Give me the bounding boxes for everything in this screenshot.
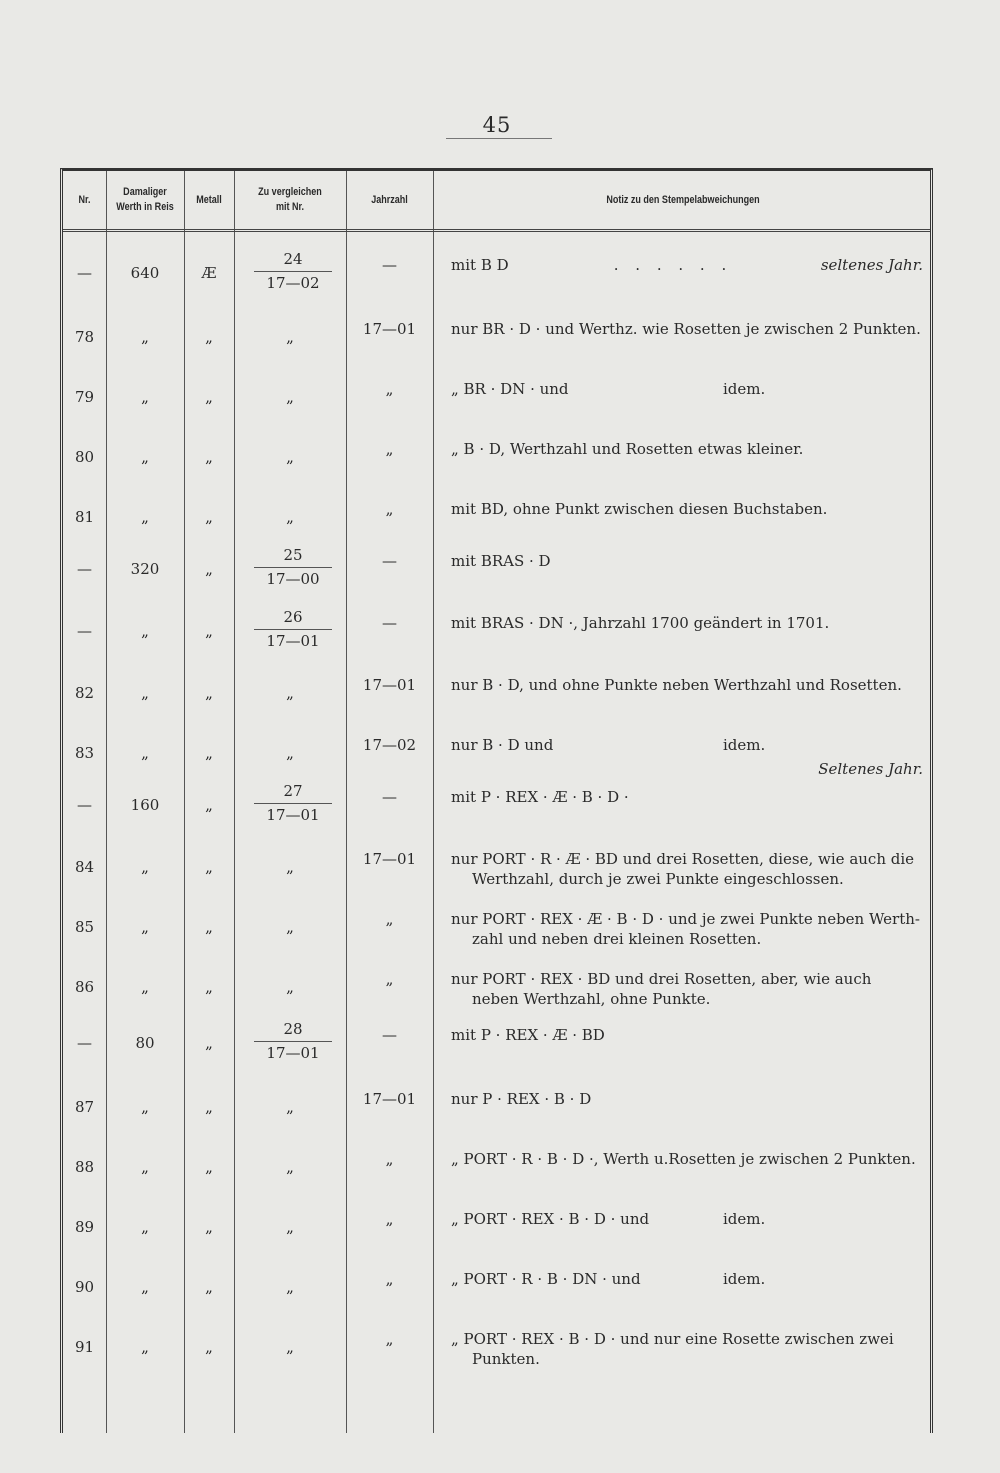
cell-vergleichen: [254, 607, 332, 651]
cell-vergleichen-number: 27: [283, 782, 303, 800]
cell-nr: 86: [74, 978, 95, 996]
cell-metall: „: [205, 684, 213, 702]
header-notiz: Notiz zu den Stempelabweichungen: [606, 193, 760, 206]
table-row: [63, 250, 930, 309]
note-line: nur PORT · R · Æ · BD und drei Rosetten, diese, wie auch die: [451, 850, 915, 868]
cell-metall: „: [205, 622, 213, 640]
cell-jahrzahl: 17—01: [362, 676, 417, 694]
cell-nr: 87: [74, 1098, 95, 1116]
cell-notiz: [451, 969, 931, 1009]
cell-metall: „: [205, 328, 213, 346]
cell-notiz: [451, 1089, 931, 1109]
cell-notiz: [451, 787, 931, 807]
cell-werth: 320: [130, 560, 160, 578]
cell-werth: „: [141, 328, 149, 346]
note-line: nur B · D, und ohne Punkte neben Werthzahl und Rosetten.: [451, 676, 902, 694]
cell-vergleichen: „: [286, 744, 294, 762]
note-line: Punkten.: [472, 1350, 540, 1368]
cell-vergleichen: „: [286, 1158, 294, 1176]
cell-metall: „: [205, 796, 213, 814]
cell-vergleichen: „: [286, 448, 294, 466]
cell-metall: „: [205, 1158, 213, 1176]
cell-vergleichen-date: 17—01: [254, 1041, 332, 1063]
cell-nr: 88: [74, 1158, 95, 1176]
cell-werth: „: [141, 622, 149, 640]
cell-jahrzahl: „: [385, 910, 394, 928]
cell-notiz: [451, 909, 931, 949]
cell-werth: „: [141, 508, 149, 526]
cell-werth: „: [141, 978, 149, 996]
note-line: „ B · D, Werthzahl und Rosetten etwas kleiner.: [451, 440, 804, 458]
cell-notiz-remark: Seltenes Jahr.: [818, 760, 923, 778]
cell-vergleichen: „: [286, 858, 294, 876]
cell-nr: 89: [74, 1218, 95, 1236]
note-line: „ PORT · REX · B · D · und nur eine Rosette zwischen zwei: [451, 1330, 894, 1348]
cell-werth: „: [141, 1338, 149, 1356]
cell-nr: —: [77, 622, 92, 640]
table-row: [63, 847, 930, 903]
cell-vergleichen: „: [286, 388, 294, 406]
cell-nr: 84: [74, 858, 95, 876]
cell-notiz: [451, 551, 931, 571]
cell-metall: „: [205, 1218, 213, 1236]
note-line: zahl und neben drei kleinen Rosetten.: [472, 930, 762, 948]
cell-vergleichen: „: [286, 328, 294, 346]
note-line: „ PORT · R · B · DN · und: [451, 1270, 641, 1288]
cell-metall: „: [205, 388, 213, 406]
cell-metall: „: [205, 1034, 213, 1052]
cell-werth: 80: [135, 1034, 155, 1052]
cell-notiz-remark: seltenes Jahr.: [820, 256, 923, 274]
cell-jahrzahl: 17—02: [362, 736, 417, 754]
cell-vergleichen: [254, 249, 332, 293]
cell-notiz: [451, 613, 931, 633]
cell-werth: „: [141, 1158, 149, 1176]
cell-werth: „: [141, 1278, 149, 1296]
table-row: [63, 437, 930, 493]
cell-notiz-dots: . . . . . .: [613, 256, 733, 274]
cell-vergleichen-date: 17—01: [254, 803, 332, 825]
cell-nr: 85: [74, 918, 95, 936]
cell-vergleichen: „: [286, 1098, 294, 1116]
table-row: [63, 733, 930, 789]
cell-jahrzahl: —: [382, 614, 397, 632]
cell-notiz: [451, 1025, 931, 1045]
cell-nr: —: [77, 264, 92, 282]
cell-jahrzahl: „: [385, 970, 394, 988]
table-row: [63, 1327, 930, 1383]
cell-nr: 81: [74, 508, 95, 526]
cell-notiz: [451, 439, 931, 459]
cell-vergleichen: [254, 1019, 332, 1063]
cell-notiz: [451, 319, 931, 339]
cell-nr: —: [77, 560, 92, 578]
cell-metall: „: [205, 858, 213, 876]
note-line: mit P · REX · Æ · B · D ·: [451, 788, 629, 806]
note-line: mit BRAS · D: [451, 552, 551, 570]
cell-vergleichen: „: [286, 978, 294, 996]
cell-vergleichen-date: 17—00: [254, 567, 332, 589]
cell-vergleichen: „: [286, 508, 294, 526]
cell-nr: 79: [74, 388, 95, 406]
cell-notiz: [451, 379, 931, 399]
cell-nr: 90: [74, 1278, 95, 1296]
cell-notiz: [451, 735, 931, 755]
note-line: nur P · REX · B · D: [451, 1090, 592, 1108]
cell-metall: „: [205, 448, 213, 466]
cell-vergleichen-date: 17—02: [254, 271, 332, 293]
cell-metall: „: [205, 1098, 213, 1116]
table-row: [63, 782, 930, 841]
cell-vergleichen: „: [286, 1218, 294, 1236]
coin-table: [60, 168, 933, 1433]
table-row: [63, 317, 930, 373]
note-line: nur B · D und: [451, 736, 554, 754]
table-row: [63, 1267, 930, 1323]
table-row: [63, 967, 930, 1023]
cell-werth: 160: [130, 796, 160, 814]
cell-jahrzahl: 17—01: [362, 1090, 417, 1108]
cell-metall: „: [205, 560, 213, 578]
cell-notiz-idem: idem.: [723, 380, 766, 398]
cell-jahrzahl: 17—01: [362, 850, 417, 868]
cell-metall: Æ: [201, 264, 217, 282]
cell-notiz: [451, 1269, 931, 1289]
cell-vergleichen-number: 24: [283, 250, 303, 268]
cell-werth: „: [141, 684, 149, 702]
cell-werth: „: [141, 388, 149, 406]
note-line: Werthzahl, durch je zwei Punkte eingeschlossen.: [472, 870, 844, 888]
page-number: 45: [482, 113, 512, 137]
header-nr: Nr.: [78, 193, 91, 206]
cell-metall: „: [205, 978, 213, 996]
cell-jahrzahl: „: [385, 1150, 394, 1168]
table-row: [63, 673, 930, 729]
table-row: [63, 1207, 930, 1263]
cell-werth: „: [141, 1098, 149, 1116]
table-row: [63, 1087, 930, 1143]
note-line: mit P · REX · Æ · BD: [451, 1026, 605, 1044]
note-line: „ PORT · R · B · D ·, Werth u.Rosetten je zwischen 2 Punkten.: [451, 1150, 916, 1168]
cell-werth: „: [141, 1218, 149, 1236]
note-line: mit BD, ohne Punkt zwischen diesen Buchstaben.: [451, 500, 828, 518]
cell-metall: „: [205, 744, 213, 762]
cell-vergleichen-number: 28: [283, 1020, 303, 1038]
cell-werth: „: [141, 918, 149, 936]
cell-jahrzahl: 17—01: [362, 320, 417, 338]
table-row: [63, 497, 930, 553]
cell-jahrzahl: —: [382, 256, 397, 274]
cell-notiz: [451, 1329, 931, 1369]
note-line: „ BR · DN · und: [451, 380, 569, 398]
cell-nr: 80: [74, 448, 95, 466]
table-row: [63, 608, 930, 667]
header-metall: Metall: [196, 193, 222, 206]
cell-jahrzahl: —: [382, 1026, 397, 1044]
cell-vergleichen: [254, 781, 332, 825]
table-header: [63, 171, 930, 232]
cell-notiz-idem: idem.: [723, 1210, 766, 1228]
cell-jahrzahl: —: [382, 552, 397, 570]
cell-werth: „: [141, 448, 149, 466]
cell-notiz: [451, 675, 931, 695]
table-row: [63, 377, 930, 433]
note-line: nur BR · D · und Werthz. wie Rosetten je zwischen 2 Punkten.: [451, 320, 921, 338]
cell-werth: „: [141, 744, 149, 762]
cell-nr: 83: [74, 744, 95, 762]
cell-nr: 82: [74, 684, 95, 702]
note-line: nur PORT · REX · Æ · B · D · und je zwei Punkte neben Werth-: [451, 910, 920, 928]
cell-jahrzahl: „: [385, 1270, 394, 1288]
cell-notiz: [451, 1209, 931, 1229]
cell-notiz-idem: idem.: [723, 736, 766, 754]
note-line: neben Werthzahl, ohne Punkte.: [472, 990, 711, 1008]
cell-notiz-idem: idem.: [723, 1270, 766, 1288]
cell-jahrzahl: —: [382, 788, 397, 806]
cell-nr: 91: [74, 1338, 95, 1356]
table-row: [63, 546, 930, 605]
cell-vergleichen: [254, 545, 332, 589]
note-line: nur PORT · REX · BD und drei Rosetten, aber, wie auch: [451, 970, 872, 988]
header-werth: Damaliger Werth in Reis: [116, 186, 174, 213]
cell-jahrzahl: „: [385, 440, 394, 458]
table-row: [63, 1020, 930, 1079]
table-row: [63, 907, 930, 963]
cell-notiz: [451, 499, 931, 519]
cell-jahrzahl: „: [385, 1330, 394, 1348]
note-line: mit B D: [451, 256, 509, 274]
header-vergleichen: Zu vergleichen mit Nr.: [258, 186, 322, 213]
cell-vergleichen-number: 26: [283, 608, 303, 626]
cell-nr: —: [77, 796, 92, 814]
cell-vergleichen: „: [286, 1278, 294, 1296]
note-line: mit BRAS · DN ·, Jahrzahl 1700 geändert in 1701.: [451, 614, 830, 632]
cell-metall: „: [205, 1278, 213, 1296]
header-jahrzahl: Jahrzahl: [371, 193, 408, 206]
cell-nr: 78: [74, 328, 95, 346]
cell-jahrzahl: „: [385, 380, 394, 398]
note-line: „ PORT · REX · B · D · und: [451, 1210, 650, 1228]
cell-metall: „: [205, 508, 213, 526]
cell-metall: „: [205, 1338, 213, 1356]
cell-jahrzahl: „: [385, 500, 394, 518]
cell-metall: „: [205, 918, 213, 936]
cell-nr: —: [77, 1034, 92, 1052]
cell-vergleichen: „: [286, 684, 294, 702]
cell-werth: „: [141, 858, 149, 876]
cell-vergleichen: „: [286, 1338, 294, 1356]
page-number-rule: [446, 138, 552, 139]
cell-jahrzahl: „: [385, 1210, 394, 1228]
cell-vergleichen: „: [286, 918, 294, 936]
cell-notiz: [451, 1149, 931, 1169]
table-row: [63, 1147, 930, 1203]
cell-notiz: [451, 849, 931, 889]
cell-vergleichen-date: 17—01: [254, 629, 332, 651]
cell-werth: 640: [130, 264, 160, 282]
cell-vergleichen-number: 25: [283, 546, 303, 564]
